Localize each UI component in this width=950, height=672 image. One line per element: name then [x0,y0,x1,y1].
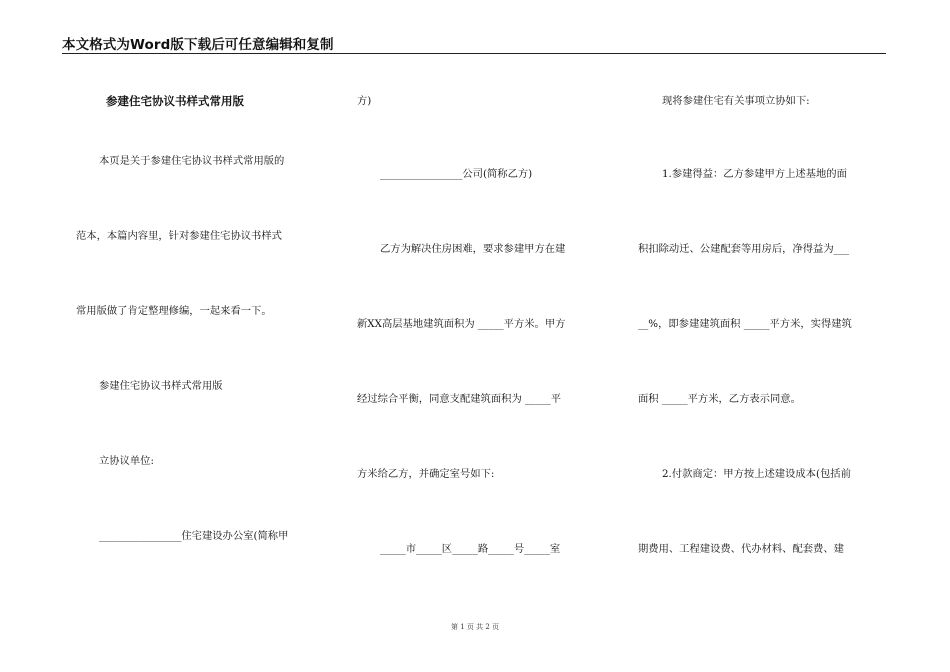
paragraph-line: 常用版做了肯定整理修编，一起来看一下。 [76,305,272,317]
paragraph-line: 方米给乙方，并确定室号如下: [357,468,495,480]
paragraph-line: _____市_____区_____路_____号_____室 [380,543,561,555]
paragraph-line: 本页是关于参建住宅协议书样式常用版的 [99,155,285,167]
paragraph-line: __%，即参建建筑面积 _____平方米，实得建筑 [638,318,852,330]
paragraph-line: ________________住宅建设办公室(简称甲 [99,530,289,542]
document-header: 本文格式为Word版下载后可任意编辑和复制 [62,37,334,53]
paragraph-line: ________________公司(简称乙方) [380,168,533,180]
paragraph-line: 范本，本篇内容里，针对参建住宅协议书样式 [76,230,282,242]
paragraph-line: 现将参建住宅有关事项立协如下: [662,95,810,107]
paragraph-line: 积扣除动迁、公建配套等用房后，净得益为___ [638,243,850,255]
paragraph-line: 2.付款商定：甲方按上述建设成本(包括前 [662,468,851,480]
paragraph-line: 新XX高层基地建筑面积为 _____平方米。甲方 [357,318,566,330]
paragraph-line: 期费用、工程建设费、代办材料、配套费、建 [638,543,844,555]
section-heading: 参建住宅协议书样式常用版 [99,380,223,392]
page-number: 第 1 页 共 2 页 [450,623,500,631]
paragraph-line: 立协议单位: [99,455,154,467]
paragraph-line: 1.参建得益：乙方参建甲方上述基地的面 [662,168,847,180]
paragraph-line: 乙方为解决住房困难，要求参建甲方在建 [380,243,566,255]
document-title: 参建住宅协议书样式常用版 [106,94,244,108]
paragraph-line: 经过综合平衡，同意支配建筑面积为 _____平 [357,393,562,405]
header-divider [62,53,886,54]
paragraph-line: 面积 _____平方米，乙方表示同意。 [638,393,801,405]
paragraph-line: 方) [357,95,372,107]
